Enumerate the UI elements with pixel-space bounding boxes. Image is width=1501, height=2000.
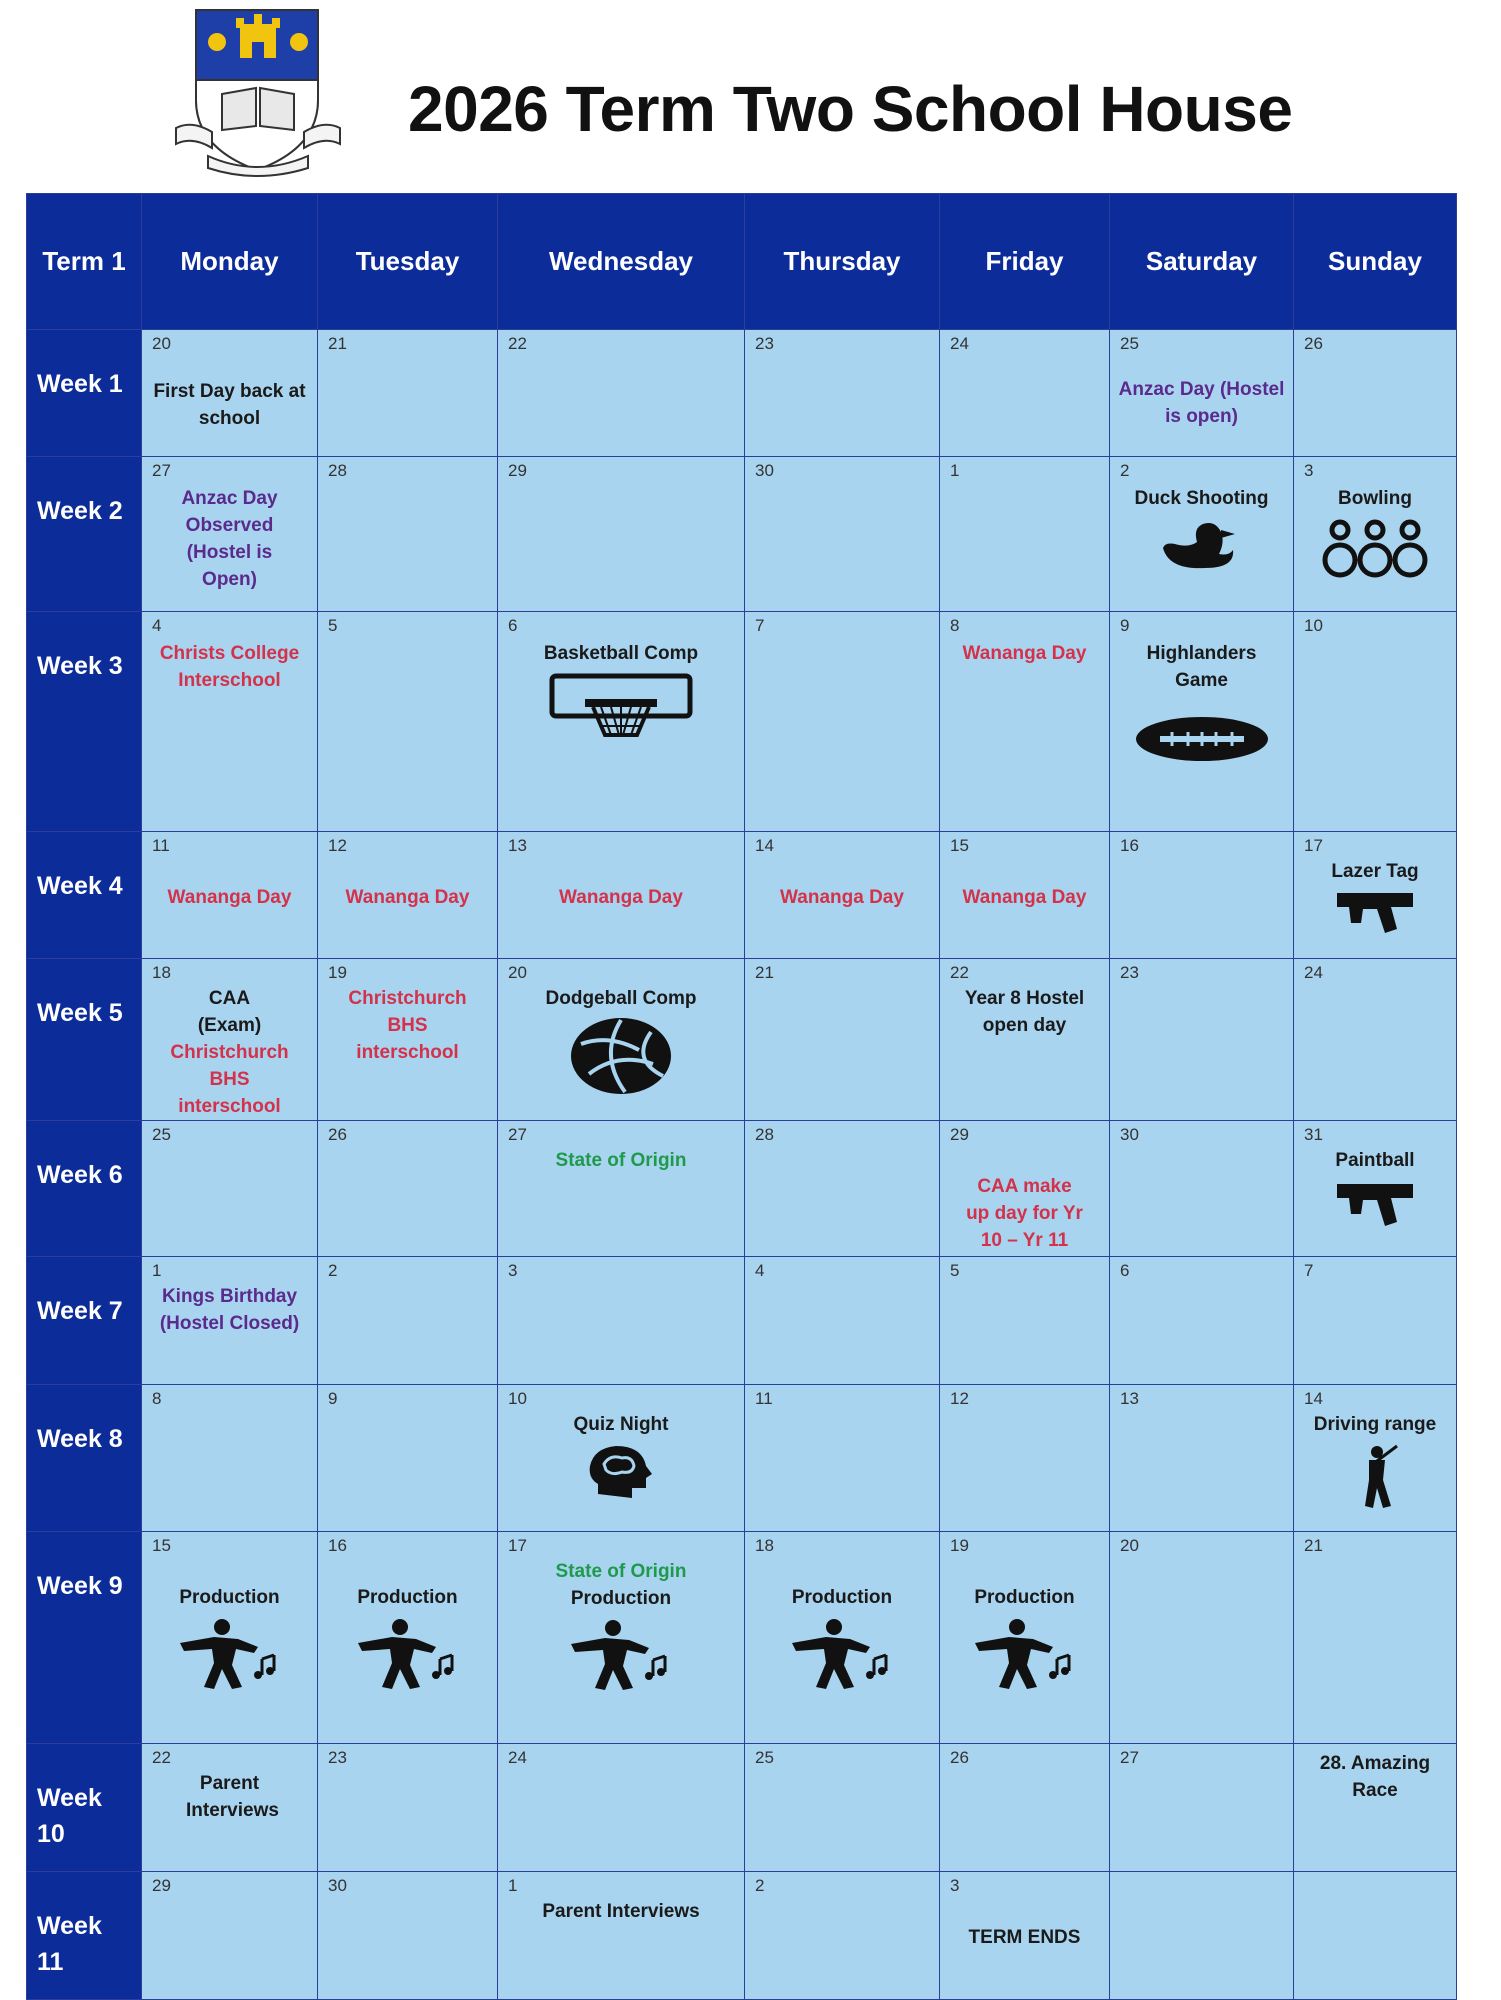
date-number: 1: [508, 1876, 518, 1895]
day-cell: [1110, 1744, 1294, 1872]
day-cell: [318, 1121, 498, 1257]
day-cell: [142, 612, 318, 832]
event-label: Dodgeball Comp: [545, 988, 697, 1009]
date-number: 22: [152, 1748, 171, 1767]
day-header-wednesday: Wednesday: [498, 194, 745, 330]
date-number: 22: [508, 334, 527, 353]
day-header-saturday: Saturday: [1110, 194, 1294, 330]
day-cell: [142, 959, 318, 1121]
day-cell: [745, 1121, 940, 1257]
date-number: 13: [1120, 1389, 1139, 1408]
day-header-monday: Monday: [142, 194, 318, 330]
day-header-sunday: Sunday: [1294, 194, 1457, 330]
rugby-ball-icon: [1132, 714, 1272, 764]
day-cell: [940, 1744, 1110, 1872]
date-number: 22: [950, 963, 969, 982]
day-cell: [745, 1872, 940, 2000]
day-cell: [745, 1532, 940, 1744]
week-row: [27, 1385, 1457, 1532]
date-number: 5: [950, 1261, 960, 1280]
date-number: 3: [1304, 461, 1314, 480]
event-label: Paintball: [1335, 1150, 1415, 1171]
event-label: Christchurch BHS interschool: [348, 988, 467, 1063]
date-number: 6: [1120, 1261, 1130, 1280]
event-label: Wananga Day: [167, 887, 292, 908]
dancer-icon: [569, 1618, 673, 1692]
day-cell: [1294, 330, 1457, 457]
day-cell: [1110, 832, 1294, 959]
date-number: 25: [1120, 334, 1139, 353]
basketball-hoop-icon: [549, 673, 693, 737]
bowling-pins-icon: [1320, 518, 1430, 584]
week-label: Week 6: [27, 1121, 142, 1257]
date-number: 7: [1304, 1261, 1314, 1280]
paintball-gun-icon: [1333, 1176, 1417, 1232]
day-cell: [498, 457, 745, 612]
event-label: CAA make up day for Yr 10 – Yr 11: [966, 1176, 1083, 1251]
date-number: 2: [1120, 461, 1130, 480]
date-number: 21: [755, 963, 774, 982]
event-label: Highlanders Game: [1146, 643, 1257, 691]
day-cell: [498, 1532, 745, 1744]
event-label: Lazer Tag: [1331, 861, 1419, 882]
event-label: Wananga Day: [559, 887, 683, 908]
laser-gun-icon: [1333, 887, 1417, 937]
header-row: [27, 194, 1457, 330]
date-number: 6: [508, 616, 518, 635]
day-cell: [1110, 1385, 1294, 1532]
event-label-secondary: Christchurch BHS interschool: [170, 1042, 289, 1117]
event-label: First Day back at school: [153, 381, 306, 429]
date-number: 27: [508, 1125, 527, 1144]
date-number: 29: [950, 1125, 969, 1144]
day-cell: [498, 959, 745, 1121]
day-cell: [940, 959, 1110, 1121]
date-number: 23: [328, 1748, 347, 1767]
date-number: 20: [152, 334, 171, 353]
day-cell: [1110, 457, 1294, 612]
event-label: CAA (Exam): [197, 988, 262, 1036]
day-cell: [318, 832, 498, 959]
week-row: [27, 1872, 1457, 2000]
date-number: 4: [755, 1261, 765, 1280]
date-number: 14: [755, 836, 774, 855]
date-number: 11: [755, 1389, 773, 1408]
week-label: Week 4: [27, 832, 142, 959]
date-number: 19: [950, 1536, 969, 1555]
day-cell: [142, 1872, 318, 2000]
day-cell: [1110, 330, 1294, 457]
date-number: 16: [328, 1536, 347, 1555]
day-cell: [142, 1744, 318, 1872]
date-number: 13: [508, 836, 527, 855]
day-cell: [1110, 959, 1294, 1121]
date-number: 29: [152, 1876, 171, 1895]
date-number: 28: [755, 1125, 774, 1144]
date-number: 25: [755, 1748, 774, 1767]
school-crest-logo: [172, 8, 344, 178]
day-cell: [1294, 1532, 1457, 1744]
day-cell: [940, 1385, 1110, 1532]
date-number: 10: [508, 1389, 527, 1408]
date-number: 7: [755, 616, 765, 635]
day-cell: [1294, 1257, 1457, 1385]
event-label: Production: [791, 1587, 893, 1608]
date-number: 12: [950, 1389, 969, 1408]
date-number: 2: [755, 1876, 765, 1895]
day-cell: [1110, 612, 1294, 832]
day-header-thursday: Thursday: [745, 194, 940, 330]
date-number: 28: [328, 461, 347, 480]
day-cell: [142, 1385, 318, 1532]
day-cell: [1294, 1872, 1457, 2000]
day-cell: [318, 330, 498, 457]
term-corner-label: Term 1: [27, 194, 142, 330]
day-header-tuesday: Tuesday: [318, 194, 498, 330]
event-label: Duck Shooting: [1134, 488, 1269, 509]
day-cell: [745, 457, 940, 612]
date-number: 10: [1304, 616, 1323, 635]
golfer-icon: [1347, 1444, 1403, 1512]
date-number: 30: [755, 461, 774, 480]
date-number: 8: [950, 616, 960, 635]
day-cell: [498, 1872, 745, 2000]
date-number: 25: [152, 1125, 171, 1144]
week-label: Week 5: [27, 959, 142, 1121]
brain-head-icon: [586, 1444, 656, 1500]
day-cell: [318, 959, 498, 1121]
event-label: Wananga Day: [345, 887, 470, 908]
day-cell: [1110, 1532, 1294, 1744]
date-number: 26: [950, 1748, 969, 1767]
event-label: Kings Birthday (Hostel Closed): [159, 1286, 300, 1334]
event-label: Christs College Interschool: [159, 643, 300, 691]
date-number: 31: [1304, 1125, 1323, 1144]
day-cell: [318, 1872, 498, 2000]
day-cell: [1294, 1385, 1457, 1532]
day-cell: [1294, 1121, 1457, 1257]
day-cell: [1110, 1872, 1294, 2000]
day-cell: [940, 832, 1110, 959]
date-number: 14: [1304, 1389, 1323, 1408]
event-label: Wananga Day: [962, 643, 1087, 664]
week-label: Week 10: [27, 1744, 142, 1872]
event-label: State of Origin: [555, 1150, 687, 1171]
date-number: 5: [328, 616, 338, 635]
day-cell: [1294, 1744, 1457, 1872]
week-label: Week 1: [27, 330, 142, 457]
event-label: Anzac Day (Hostel is open): [1118, 379, 1285, 427]
week-row: [27, 1257, 1457, 1385]
date-number: 30: [328, 1876, 347, 1895]
event-label: Basketball Comp: [543, 643, 699, 664]
day-cell: [940, 612, 1110, 832]
day-cell: [745, 832, 940, 959]
day-cell: [498, 330, 745, 457]
event-label: Parent Interviews: [542, 1901, 700, 1922]
date-number: 29: [508, 461, 527, 480]
day-cell: [142, 1532, 318, 1744]
date-number: 20: [1120, 1536, 1139, 1555]
date-number: 15: [152, 1536, 171, 1555]
day-cell: [745, 330, 940, 457]
date-number: 12: [328, 836, 347, 855]
date-number: 18: [152, 963, 171, 982]
day-cell: [318, 457, 498, 612]
date-number: 26: [1304, 334, 1323, 353]
week-row: [27, 612, 1457, 832]
day-cell: [318, 1744, 498, 1872]
day-cell: [1110, 1257, 1294, 1385]
date-number: 30: [1120, 1125, 1139, 1144]
date-number: 19: [328, 963, 347, 982]
event-label: Year 8 Hostel open day: [964, 988, 1085, 1036]
day-cell: [142, 832, 318, 959]
day-cell: [142, 1121, 318, 1257]
date-number: 20: [508, 963, 527, 982]
date-number: 18: [755, 1536, 774, 1555]
day-cell: [940, 330, 1110, 457]
day-cell: [745, 959, 940, 1121]
week-row: [27, 330, 1457, 457]
day-cell: [940, 1532, 1110, 1744]
week-row: [27, 1532, 1457, 1744]
date-number: 1: [152, 1261, 162, 1280]
day-cell: [940, 1121, 1110, 1257]
day-cell: [1110, 1121, 1294, 1257]
date-number: 11: [152, 836, 170, 855]
day-cell: [940, 1257, 1110, 1385]
date-number: 2: [328, 1261, 338, 1280]
day-cell: [1294, 832, 1457, 959]
dancer-icon: [973, 1617, 1077, 1691]
day-cell: [318, 1257, 498, 1385]
date-number: 9: [1120, 616, 1130, 635]
day-cell: [142, 457, 318, 612]
day-cell: [498, 832, 745, 959]
day-cell: [318, 1532, 498, 1744]
date-number: 24: [1304, 963, 1323, 982]
date-number: 15: [950, 836, 969, 855]
term-calendar: [26, 193, 1457, 2000]
event-label: Driving range: [1313, 1414, 1437, 1435]
event-label: Quiz Night: [573, 1414, 669, 1435]
day-cell: [318, 1385, 498, 1532]
day-cell: [498, 1121, 745, 1257]
date-number: 9: [328, 1389, 338, 1408]
day-cell: [1294, 612, 1457, 832]
day-cell: [142, 330, 318, 457]
event-label: Bowling: [1338, 488, 1412, 509]
day-cell: [745, 1744, 940, 1872]
event-label: Parent Interviews: [186, 1773, 279, 1821]
event-label: Anzac Day Observed (Hostel is Open): [181, 488, 278, 590]
day-cell: [1294, 959, 1457, 1121]
week-row: [27, 1121, 1457, 1257]
day-cell: [745, 1385, 940, 1532]
event-label: State of Origin: [555, 1561, 687, 1582]
event-label: Wananga Day: [780, 887, 904, 908]
date-number: 4: [152, 616, 162, 635]
date-number: 21: [1304, 1536, 1323, 1555]
day-cell: [940, 1872, 1110, 2000]
week-label: Week 9: [27, 1532, 142, 1744]
week-label: Week 8: [27, 1385, 142, 1532]
week-label: Week 11: [27, 1872, 142, 2000]
date-number: 17: [1304, 836, 1323, 855]
duck-icon: [1159, 518, 1245, 574]
day-cell: [142, 1257, 318, 1385]
day-header-friday: Friday: [940, 194, 1110, 330]
event-label: Production: [974, 1587, 1075, 1608]
day-cell: [498, 1385, 745, 1532]
date-number: 3: [950, 1876, 960, 1895]
date-number: 23: [755, 334, 774, 353]
date-number: 8: [152, 1389, 162, 1408]
date-number: 27: [152, 461, 171, 480]
event-label: Production: [357, 1587, 458, 1608]
day-cell: [940, 457, 1110, 612]
date-number: 3: [508, 1261, 518, 1280]
date-number: 1: [950, 461, 960, 480]
week-row: [27, 1744, 1457, 1872]
event-label: Wananga Day: [962, 887, 1087, 908]
day-cell: [745, 1257, 940, 1385]
day-cell: [1294, 457, 1457, 612]
day-cell: [498, 612, 745, 832]
date-number: 17: [508, 1536, 527, 1555]
date-number: 27: [1120, 1748, 1139, 1767]
date-number: 23: [1120, 963, 1139, 982]
dancer-icon: [790, 1617, 894, 1691]
week-label: Week 7: [27, 1257, 142, 1385]
page-title: 2026 Term Two School House: [408, 73, 1293, 145]
week-row: [27, 959, 1457, 1121]
week-label: Week 2: [27, 457, 142, 612]
date-number: 16: [1120, 836, 1139, 855]
dancer-icon: [356, 1617, 460, 1691]
event-label: TERM ENDS: [968, 1927, 1081, 1948]
week-label: Week 3: [27, 612, 142, 832]
event-label: Production: [179, 1587, 280, 1608]
date-number: 26: [328, 1125, 347, 1144]
day-cell: [745, 612, 940, 832]
dancer-icon: [178, 1617, 282, 1691]
day-cell: [318, 612, 498, 832]
event-label-secondary: Production: [570, 1588, 672, 1609]
event-label: 28. Amazing Race: [1319, 1753, 1431, 1801]
day-cell: [498, 1257, 745, 1385]
week-row: [27, 832, 1457, 959]
date-number: 24: [508, 1748, 527, 1767]
date-number: 21: [328, 334, 347, 353]
volleyball-icon: [569, 1016, 673, 1096]
day-cell: [498, 1744, 745, 1872]
week-row: [27, 457, 1457, 612]
date-number: 24: [950, 334, 969, 353]
